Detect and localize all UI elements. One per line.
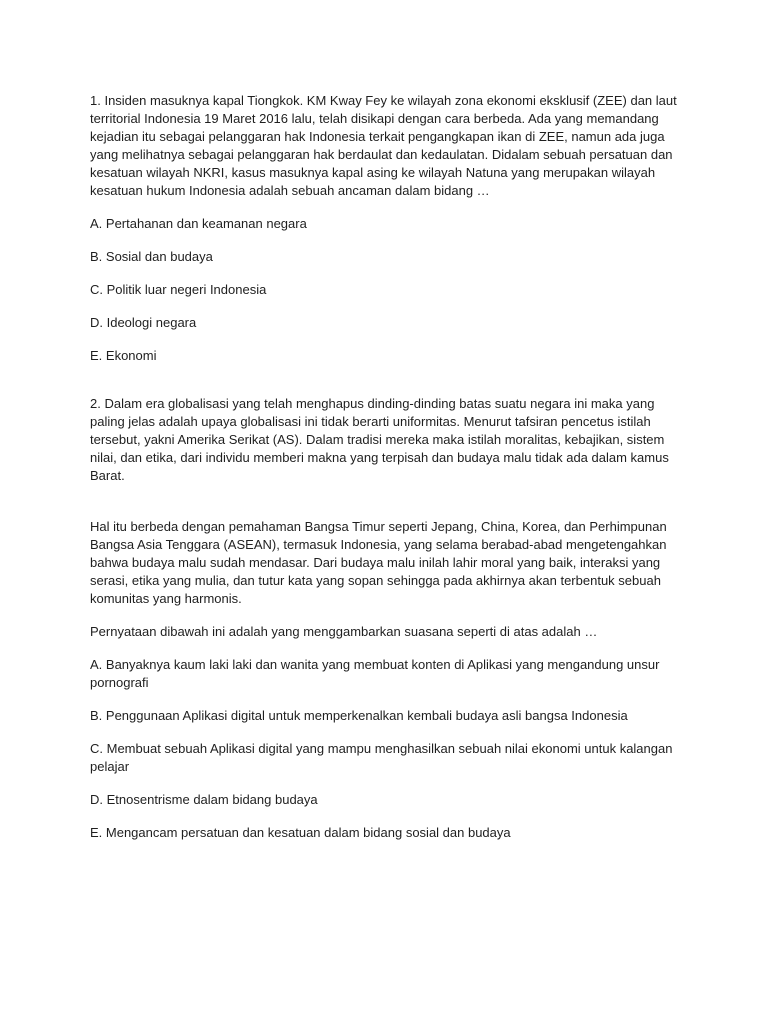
question-1-option-a: A. Pertahanan dan keamanan negara bbox=[90, 216, 307, 231]
question-2-paragraph: Hal itu berbeda dengan pemahaman Bangsa Timur seperti Jepang, China, Korea, dan Perhimpunan Bangsa Asia Tenggara (ASEAN), termasuk Indonesia, yang selama berabad-abad mengetengahkan bahwa budaya malu sudah mendasar. Dari budaya malu inilah lahir moral yang baik, interaksi yang serasi, etika yang mulia, dan tutur kata yang sopan sehingga pada akhirnya akan terbentuk sebuah komunitas yang harmonis. bbox=[90, 519, 667, 606]
question-1-option-d: D. Ideologi negara bbox=[90, 315, 197, 330]
question-2-option-c: C. Membuat sebuah Aplikasi digital yang mampu menghasilkan sebuah nilai ekonomi untuk kalangan pelajar bbox=[90, 741, 673, 774]
question-2-stem: 2. Dalam era globalisasi yang telah menghapus dinding-dinding batas suatu negara ini maka yang paling jelas adalah upaya globalisasi ini tidak berarti uniformitas. Menurut tafsiran pencetus istilah tersebut, yakni Amerika Serikat (AS). Dalam tradisi mereka maka istilah moralitas, kebajikan, sistem nilai, dan etika, dari individu memberi makna yang terpisah dan budaya malu tidak ada dalam kamus Barat. bbox=[90, 396, 669, 483]
question-1-option-b: B. Sosial dan budaya bbox=[90, 249, 213, 264]
question-1-option-c: C. Politik luar negeri Indonesia bbox=[90, 282, 267, 297]
spacer bbox=[90, 380, 690, 395]
question-2-option-b: B. Penggunaan Aplikasi digital untuk memperkenalkan kembali budaya asli bangsa Indonesia bbox=[90, 708, 628, 723]
question-2-option-d: D. Etnosentrisme dalam bidang budaya bbox=[90, 792, 318, 807]
question-1-option-e: E. Ekonomi bbox=[90, 348, 157, 363]
question-1-stem: 1. Insiden masuknya kapal Tiongkok. KM Kway Fey ke wilayah zona ekonomi eksklusif (ZEE) dan laut territorial Indonesia 19 Maret 2016 lalu, telah disikapi dengan cara berbeda. Ada yang memandang kejadian itu sebagai pelanggaran hak Indonesia terkait pengangkapan ikan di ZEE, namun ada juga yang melihatnya sebagai pelanggaran hak berdaulat dan kedaulatan. Didalam sebuah persatuan dan kesatuan wilayah NKRI, kasus masuknya kapal asing ke wilayah Natuna yang merupakan wilayah kesatuan hukum Indonesia adalah sebuah ancaman dalam bidang … bbox=[90, 93, 677, 198]
question-2-option-a: A. Banyaknya kaum laki laki dan wanita yang membuat konten di Aplikasi yang mengandung unsur pornografi bbox=[90, 657, 660, 690]
spacer bbox=[90, 500, 690, 518]
question-2-option-e: E. Mengancam persatuan dan kesatuan dalam bidang sosial dan budaya bbox=[90, 825, 511, 840]
question-2-prompt: Pernyataan dibawah ini adalah yang menggambarkan suasana seperti di atas adalah … bbox=[90, 624, 598, 639]
document-page bbox=[90, 92, 690, 857]
